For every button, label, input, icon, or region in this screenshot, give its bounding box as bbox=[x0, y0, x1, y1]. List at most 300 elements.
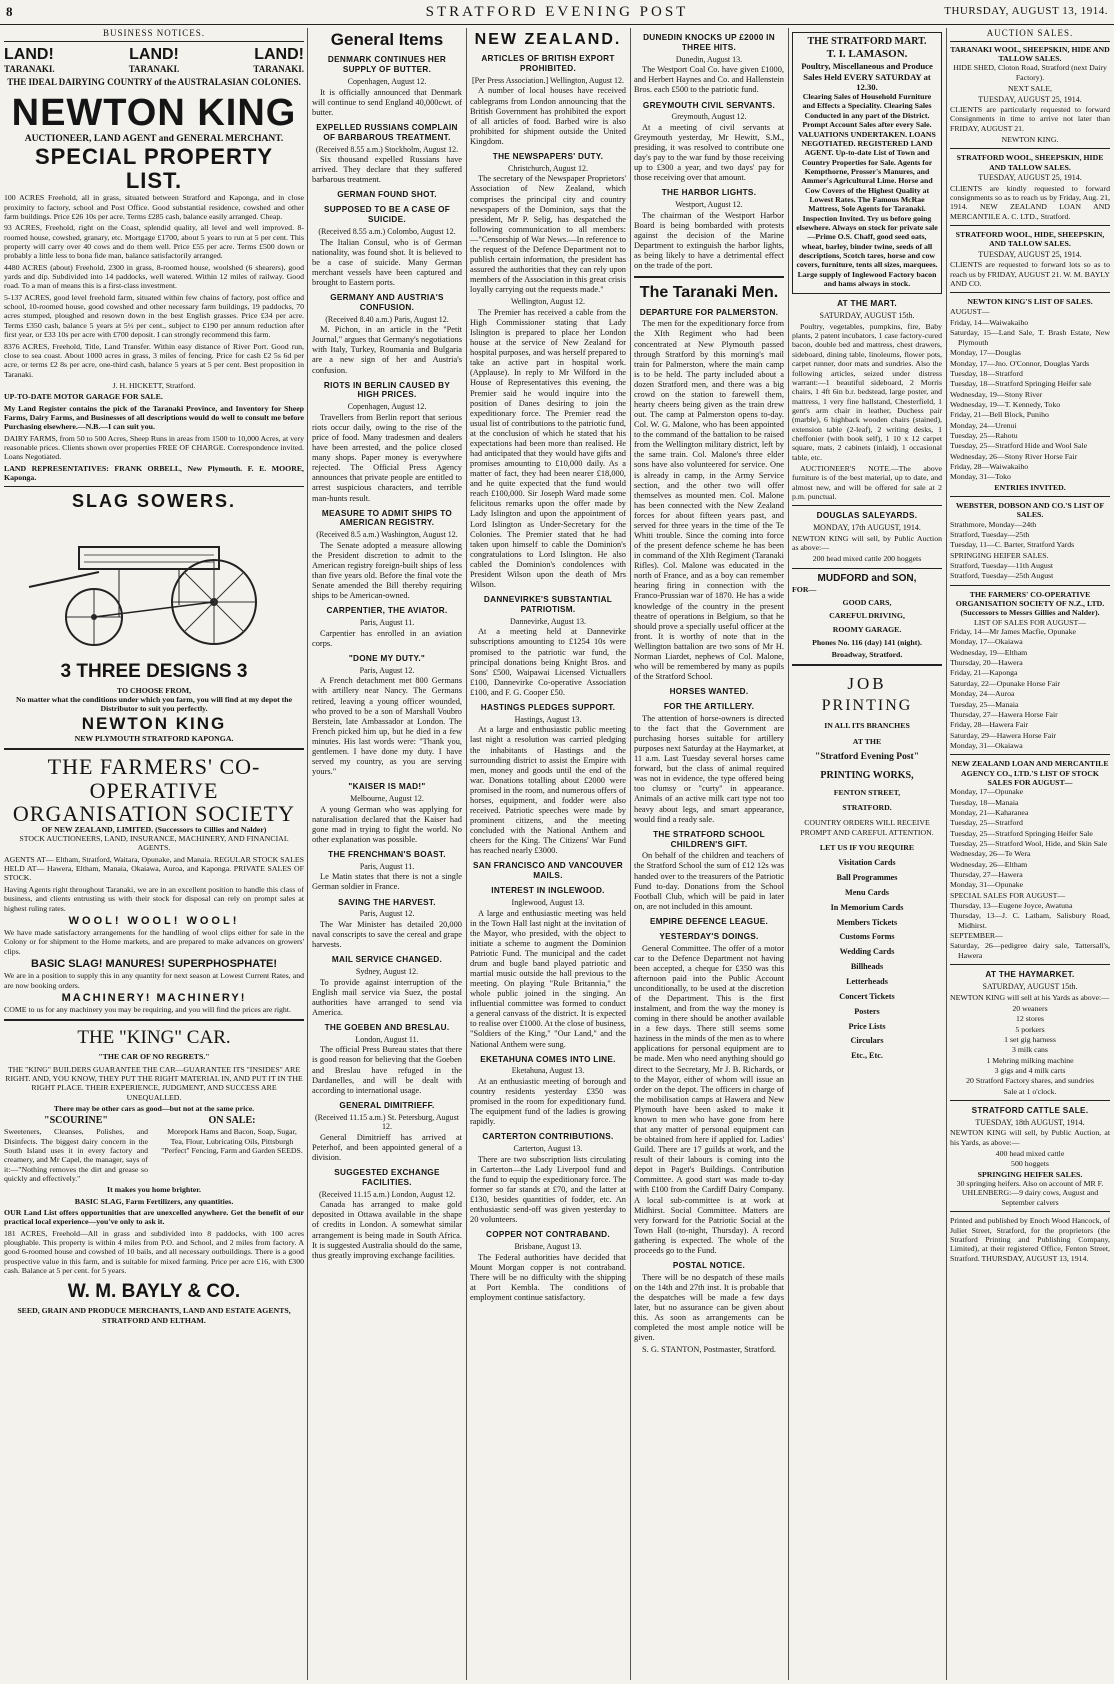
clients-notice: CLIENTS are requested to forward lots so as to reach us by FRIDAY, AUGUST 21. W. M. BAYLY AND CO. bbox=[950, 260, 1110, 289]
taranaki-men-title: The Taranaki Men. bbox=[639, 284, 779, 302]
mudford-item: CAREFUL DRIVING, bbox=[829, 611, 905, 621]
sale-entry: Friday, 14—Mr James Macfie, Opunake bbox=[950, 627, 1076, 637]
article-headline: MEASURE TO ADMIT SHIPS TO AMERICAN REGISTRY. bbox=[321, 508, 453, 528]
sale-entry: Saturday, 22—Opunake Horse Fair bbox=[950, 678, 1060, 688]
news-column bbox=[634, 28, 784, 1680]
sale-entry: Wednesday, 19—T. Kennedy, Toko bbox=[950, 399, 1061, 409]
new-zealand-column bbox=[470, 28, 626, 1680]
sale-item: 1 Mehring milking machine bbox=[986, 1055, 1074, 1065]
article-headline: GREYMOUTH CIVIL SERVANTS. bbox=[642, 100, 776, 110]
sale-entry: Stratford, Tuesday—11th August bbox=[950, 561, 1054, 571]
sale-entry: Tuesday, 25—Stratford Wool, Hide, and Skin Sale bbox=[950, 838, 1108, 848]
article-headline: SUGGESTED EXCHANGE FACILITIES. bbox=[334, 1168, 440, 1187]
printing-list-item: Customs Forms bbox=[839, 932, 895, 942]
fco-text: Having Agents right throughout Taranaki, we are in an excellent position to handle this class of business, and clients entrusting us with their stock for disposal can rely on prompt sales at highest ruling rates. bbox=[4, 884, 304, 913]
sale-entry: Friday, 14—Waiwakaiho bbox=[950, 318, 1029, 328]
article-dateline: Wellington, August 12. bbox=[510, 297, 586, 307]
column-rule bbox=[630, 28, 631, 1680]
general-items-title: General Items bbox=[330, 30, 444, 49]
sale-entry: Tuesday, 18—Stratford bbox=[950, 368, 1023, 378]
paper-title: STRATFORD EVENING POST bbox=[425, 4, 689, 20]
article-headline: RIOTS IN BERLIN CAUSED BY HIGH PRICES. bbox=[323, 380, 451, 400]
column-rule bbox=[307, 28, 308, 1680]
printing-list-item: Menu Cards bbox=[845, 887, 889, 897]
article-headline: THE GOEBEN AND BRESLAU. bbox=[324, 1022, 450, 1032]
article-headline: THE STRATFORD SCHOOL CHILDREN'S GIFT. bbox=[653, 829, 765, 849]
article-headline: MAIL SERVICE CHANGED. bbox=[331, 955, 443, 965]
sale-entry: Monday, 17—Okaiawa bbox=[950, 637, 1023, 647]
wool-text: We have made satisfactory arrangements for the handling of wool clips either for sale in the Colony or for shipment to the Home markets, and are prepared to make advances on growers' clips. bbox=[4, 928, 304, 956]
article-body: There are two subscription lists circulating in Carterton—the Lady Liverpool fund and the fund to equip the expeditionary force. The former so far stands at £70, and the latter at £130, besides quantities of fodder, etc. An enthusiastic send-off was given yesterday to 20 volunteers. bbox=[470, 1154, 626, 1225]
article-body: At a meeting of civil servants at Greymouth yesterday, Mr Hewitt, S.M., presiding, it was resolved to contribute one day's pay to the war fund by those receiving up to £300 a year, and two days' pay for those receiving over that amount. bbox=[634, 122, 784, 183]
sales-list bbox=[950, 787, 1110, 960]
article-headline: SUPPOSED TO BE A CASE OF SUICIDE. bbox=[323, 205, 451, 225]
article-body: The attention of horse-owners is directed to the fact that the Government are purchasing horses suitable for artillery purposes next Saturday at the Haymarket, at 11 a.m. Last Tuesday several horses came forward, but the class of animal required was not in evidence, the type offered being too clumsy or "curty" in appearance. Animals of an active milk cart type not too heavy about legs, and smart appearance, would find a ready sale. bbox=[634, 713, 784, 824]
article-dateline: Dunedin, August 13. bbox=[675, 54, 743, 64]
sale-entry: Strathmore, Monday—24th bbox=[950, 519, 1037, 529]
article-body: The Italian Consul, who is of German nationality, was found shot. It is believed to be a case of suicide. Many German merchant vessels have been captured and brought to Eastern ports. bbox=[312, 237, 462, 287]
stock-auctioneers: STOCK AUCTIONEERS, LAND, INSURANCE, MACHINERY, AND FINANCIAL AGENTS. bbox=[19, 834, 289, 853]
sale-entry: Friday, 28—Hawera Fair bbox=[950, 720, 1029, 730]
nzlm-head: NEW ZEALAND LOAN AND MERCANTILE AGENCY CO., LTD.'S LIST OF STOCK SALES FOR AUGUST— bbox=[951, 759, 1109, 787]
divider bbox=[950, 585, 1110, 586]
divider bbox=[950, 754, 1110, 755]
sale-entry: Friday, 28—Waiwakaiho bbox=[950, 461, 1029, 471]
article-dateline: (Received 8.5 a.m.) Washington, August 12. bbox=[316, 530, 458, 540]
divider bbox=[950, 964, 1110, 965]
sale-entry: Thursday, 13—Eugene Joyce, Awatuna bbox=[950, 901, 1073, 911]
property-item: 5-137 ACRES, good level freehold farm, situated within few chains of factory, post office and school, 10-roomed house, good cowshed and other necessary farm buildings, 19 paddocks, 70 acres stumped, ploughed and resown down in the best English grasses. Price £34 per acre. Terms £350 cash, balance 5 years at 5½ per cent., subject to £190 per annum reduction after first year, or £33 10s per acre with £700 deposit. I can strongly recommend this farm. bbox=[4, 292, 304, 340]
printing-list-item: Posters bbox=[854, 1006, 880, 1016]
property-item: 8376 ACRES, Freehold, Title, Land Transfer. Within easy distance of River Port. Good run, close to sea coast. About 1000 acres in grass, 3 miles of fencing. Price for cash £2 5s 6d per acre, or terms £2 8s per acre, one-third cash, balance 5 years at 5 per cent. Best proposition in Taranaki. bbox=[4, 341, 304, 379]
signature: J. H. HICKETT, Stratford. bbox=[112, 380, 196, 390]
sale-entry: Monday, 24—Auroa bbox=[950, 689, 1015, 699]
douglas-items: 200 head mixed cattle 200 hoggets bbox=[812, 554, 922, 564]
next-sale: NEXT SALE, bbox=[1007, 84, 1053, 94]
article-dateline: Copenhagen, August 12. bbox=[347, 402, 427, 412]
fco-agents: AGENTS AT— Eltham, Stratford, Waitara, Opunake, and Manaia. REGULAR STOCK SALES HELD AT— Hawera, Eltham, Manaia, Okaiawa, Auroa, and Kaponga. PRIVATE SALES OF STOCK. bbox=[4, 854, 304, 883]
sale-date: SATURDAY, AUGUST 15th. bbox=[982, 981, 1078, 991]
entries-invited: ENTRIES INVITED. bbox=[994, 482, 1066, 492]
sale-entry: Tuesday, 18—Manaia bbox=[950, 797, 1019, 807]
farmers-coop-title: THE FARMERS' CO-OPERATIVE ORGANISATION SOCIETY bbox=[12, 754, 296, 826]
sale-entry: SPRINGING HEIFER SALES. bbox=[950, 550, 1049, 560]
sale-item: 20 weaners bbox=[1012, 1003, 1048, 1013]
article-headline: YESTERDAY'S DOINGS. bbox=[659, 931, 759, 941]
article-dateline: Hastings, August 13. bbox=[514, 714, 582, 724]
section-header: AUCTION SALES. bbox=[950, 28, 1110, 42]
fenton-street: FENTON STREET, bbox=[833, 787, 901, 797]
article-dateline: Sydney, August 12. bbox=[355, 967, 419, 977]
our-land-list: OUR Land List offers opportunities that are unexcelled anywhere. Get the benefit of our practical local experience—you've only to ask it. bbox=[4, 1208, 304, 1227]
all-branches: IN ALL ITS BRANCHES bbox=[824, 721, 910, 731]
douglas-date: MONDAY, 17th AUGUST, 1914. bbox=[813, 523, 921, 533]
column-rule bbox=[946, 28, 947, 1680]
basic-slag-ferts: BASIC SLAG, Farm Fertilizers, any quantities. bbox=[74, 1196, 234, 1206]
article-headline: POSTAL NOTICE. bbox=[672, 1260, 746, 1270]
sale-entry: Monday, 17—Jno. O'Connor, Douglas Yards bbox=[950, 358, 1090, 368]
mudford-item: ROOMY GARAGE. bbox=[832, 624, 902, 634]
sale-entry: SEPTEMBER— bbox=[950, 931, 1003, 941]
article-dateline: Copenhagen, August 12. bbox=[347, 77, 427, 87]
printing-list-item: Letterheads bbox=[846, 976, 888, 986]
newton-king-logo: NEWTON KING bbox=[81, 713, 227, 733]
heifer-text: 30 springing heifers. Also on account of MR F. UHLENBERG:—9 dairy cows, August and September calvers bbox=[956, 1179, 1104, 1207]
section-header: BUSINESS NOTICES. bbox=[4, 28, 304, 42]
wool-sale-1: TARANAKI WOOL, SHEEPSKIN, HIDE AND TALLOW SALES. bbox=[950, 44, 1110, 64]
article-headline: SAVING THE HARVEST. bbox=[338, 897, 436, 907]
article-body: At a large and enthusiastic public meeting last night a resolution was carried pledging the inhabitants of Hastings and the surrounding district to assist the Empire with men, money and goods until the end of the war. Donations totalling about £2000 were promised in the room, and numerous offers of horses, equipment, and fodder were also received. Patriotic speeches were made by prominent citizens, and the meeting concluded with the National Anthem and cheers for the King. The Citizens' War Fund has reached nearly £3000. bbox=[470, 725, 626, 856]
article-headline: THE HARBOR LIGHTS. bbox=[661, 188, 757, 198]
wool-sale-2: STRATFORD WOOL, SHEEPSKIN, HIDE AND TALLOW SALES. bbox=[956, 153, 1104, 172]
job-title: JOB bbox=[847, 673, 887, 693]
article-dateline: (Received 11.15 a.m.) London, August 12. bbox=[318, 1189, 456, 1199]
article-dateline: [Per Press Association.] Wellington, August 12. bbox=[471, 75, 625, 85]
article-body: A large and enthusiastic meeting was held in the Town Hall last night at the invitation of the Mayor, who presided, with the object to initiate a scheme to augment the Dominion Patriotic Fund. The municipal and the cadet drum and bugle band played patriotic and martial music outside the hall previous to the meeting. On playing "Rule Britannia," the whole public joined in the singing. An influential committee was formed to conduct a general canvass of the district. It is expected to realise over £1000. At the close of business, "Soldiers of the King," "Our Land," and the National Anthem were sung. bbox=[470, 908, 626, 1049]
article-body: To provide against interruption of the English mail service via Suez, the postal authorities have arranged to send via America. bbox=[312, 977, 462, 1017]
sale-entry: Tuesday, 11—C. Barter, Stratford Yards bbox=[950, 540, 1075, 550]
mart-sub: Poultry, Miscellaneous and Produce Sales Held EVERY SATURDAY at 12.30. bbox=[801, 61, 933, 92]
taranaki-word: TARANAKI. bbox=[4, 63, 55, 74]
article-body: The War Minister has detailed 20,000 naval conscripts to save the cereal and grape harvests. bbox=[312, 919, 462, 950]
article-headline: INTEREST IN INGLEWOOD. bbox=[491, 886, 605, 896]
printing-list-item: Price Lists bbox=[848, 1021, 886, 1031]
article-dateline: Paris, August 11. bbox=[359, 861, 415, 871]
business-notices-column bbox=[4, 28, 304, 1680]
choose-text: No matter what the conditions under which you farm, you will find at my depot the Distributor to suit you perfectly. bbox=[15, 695, 293, 714]
article-headline: THE FRENCHMAN'S BOAST. bbox=[328, 849, 446, 859]
divider bbox=[950, 225, 1110, 226]
printing-list-item: Circulars bbox=[850, 1036, 884, 1046]
article-dateline: Paris, August 12. bbox=[359, 909, 415, 919]
article-dateline: Dannevirke, August 13. bbox=[510, 616, 586, 626]
wool-heading: WOOL! WOOL! WOOL! bbox=[68, 914, 240, 927]
divider bbox=[792, 505, 942, 506]
bayly-sub: SEED, GRAIN AND PRODUCE MERCHANTS, LAND AND ESTATE AGENTS, STRATFORD AND ELTHAM. bbox=[17, 1306, 291, 1325]
article-dateline: (Received 11.15 a.m.) St. Petersburg, August 12. bbox=[315, 1112, 459, 1132]
sale-date: TUESDAY, 18th AUGUST, 1914. bbox=[975, 1117, 1085, 1127]
king-car-title: THE "KING" CAR. bbox=[77, 1027, 231, 1049]
land-register: My Land Register contains the pick of the Taranaki Province, and Inventory for Sheep Farms, Dairy Farms, and Businesses of all descriptions would do well to consult me before Purchasing elsewhere.—N.B.—I can suit you. bbox=[4, 403, 304, 432]
mart-sale-items: Poultry, vegetables, pumpkins, fire, Baby plants, 2 patent incubators, 1 case factory-cured bacon, double bed and mattress, chest drawers, sideboard, dining table, linoleums, flower pots, carpet runner, door mats and sundries. Also the following articles, seized under distress warrant:—1 beautiful sideboard, 2 Morris chairs, 1 4ft 6in b.r. bedstead, large poster, and mattress, 1 very fine hallstand, Chesterfield, 1 gent's arm chair in leather, Duchess pair (marble), 6 highback wooden chairs (stained), extension table (2-leaf), 2 writing desks, 1 cheffonier (with book self), 1 10 x 12 carpet square, mats, 2 cabinets (inlaid), 1 occasional table, etc. bbox=[792, 321, 942, 462]
taranaki-word: TARANAKI. bbox=[253, 63, 304, 74]
king-car-text: THE "KING" BUILDERS GUARANTEE THE CAR—GUARANTEE ITS "INSIDES" ARE RIGHT. AND, YOU KNOW, THEY PUT THE RIGHT MATERIAL IN, AND PUT IT IN THE RIGHT PLACE. THEIR EXPERIENCE, JUDGMENT, AND SUCCESS ARE UNEQUALLED. bbox=[5, 1064, 303, 1102]
sale-item: 1 set gig harness bbox=[1004, 1034, 1056, 1044]
property-item: 4480 ACRES (about) Freehold, 2300 in grass, 8-roomed house, woolshed (6 shearers), good yards and dip. Subdivided into 14 paddocks, well watered. Within 12 miles of railway. Good road. To a man of means this is a first-class investment. bbox=[4, 262, 304, 291]
farmers-head: THE FARMERS' CO-OPERATIVE ORGANISATION SOCIETY OF N.Z., LTD. (Successors to Messrs Gillies and Nalder). bbox=[955, 589, 1105, 618]
douglas-saleyards: DOUGLAS SALEYARDS. bbox=[816, 511, 918, 521]
sale-entry: Saturday, 29—Hawera Horse Fair bbox=[950, 730, 1057, 740]
mart-ad bbox=[792, 32, 942, 294]
sale-entry: Thursday, 27—Hawera bbox=[950, 870, 1023, 880]
country-orders: COUNTRY ORDERS WILL RECEIVE PROMPT AND CAREFUL ATTENTION. bbox=[800, 818, 934, 837]
nk-douglas: NEWTON KING will sell, by Public Auction as above:— bbox=[792, 533, 942, 553]
article-list bbox=[312, 55, 462, 1260]
article-headline: CARTERTON CONTRIBUTIONS. bbox=[482, 1132, 614, 1142]
at-the: AT THE bbox=[852, 736, 882, 746]
heifer-heading: SPRINGING HEIFER SALES. bbox=[977, 1169, 1083, 1179]
sale-entry: Tuesday, 18—Stratford Springing Heifer sale bbox=[950, 379, 1092, 389]
divider bbox=[792, 664, 942, 666]
article-dateline: Melbourne, August 12. bbox=[350, 794, 424, 803]
sale-entry: Wednesday, 19—Stony River bbox=[950, 389, 1043, 399]
sale-entry: Wednesday, 26—Stony River Horse Fair bbox=[950, 451, 1078, 461]
slag-sower-illustration bbox=[19, 517, 289, 657]
if-you-require: LET US IF YOU REQUIRE bbox=[819, 842, 915, 852]
sale-entry: Monday, 17—Douglas bbox=[950, 348, 1021, 358]
article-body: A number of local houses have received cablegrams from London announcing that the British Government has prohibited the export of all articles of food. Barbed wire is also prohibited for shipment outside the United Kingdom. bbox=[470, 86, 626, 146]
printing-works: PRINTING WORKS, bbox=[820, 769, 914, 781]
sale-entry: Saturday, 26—pedigree dairy sale, Tattersall's, Hawera bbox=[950, 941, 1110, 960]
sale-date: SATURDAY, AUGUST 15th. bbox=[819, 311, 915, 321]
sale-item: 3 gigs and 4 milk carts bbox=[994, 1065, 1066, 1075]
printing-list-item: Concert Tickets bbox=[839, 991, 895, 1001]
sale-entry: Monday, 24—Urenui bbox=[950, 420, 1017, 430]
scourine-title: "SCOURINE" bbox=[44, 1115, 108, 1127]
article-headline: HASTINGS PLEDGES SUPPORT. bbox=[480, 702, 616, 712]
clients-notice: CLIENTS are particularly requested to forward Consignments in time to arrive not later than FRIDAY, AUGUST 21. bbox=[950, 105, 1110, 133]
wool-sale-3: STRATFORD WOOL, HIDE, SHEEPSKIN, AND TALLOW SALES. bbox=[955, 230, 1105, 249]
on-sale-block bbox=[160, 1115, 304, 1185]
divider bbox=[950, 1211, 1110, 1212]
taranaki-word: TARANAKI. bbox=[128, 63, 180, 74]
three-designs: 3 THREE DESIGNS 3 bbox=[60, 660, 248, 682]
mart-column bbox=[792, 28, 942, 1680]
article-body: There will be no despatch of these mails on the 14th and 27th inst. It is probable that the despatches will be made a few days later, but no assurance can be given about this. As soon as arrangements can be completed the most ample notice will be given. bbox=[634, 1272, 784, 1343]
sale-entry: Monday, 31—Toko bbox=[950, 472, 1011, 482]
article-dateline: Paris, August 12. bbox=[359, 665, 415, 675]
divider bbox=[4, 486, 304, 487]
article-body: General Dimitrieff has arrived at Peterhof, and been appointed general of a division. bbox=[312, 1132, 462, 1162]
ideal-dairying: THE IDEAL DAIRYING COUNTRY of the AUSTRALASIAN COLONIES. bbox=[7, 76, 301, 87]
printing-list-item: Ball Programmes bbox=[836, 873, 898, 883]
newton-king-places: NEW PLYMOUTH STRATFORD KAPONGA. bbox=[74, 734, 234, 744]
basic-slag-text: We are in a position to supply this in any quantity for next season at Lowest Current Rates, and are now booking orders. bbox=[4, 971, 304, 990]
column-rule bbox=[466, 28, 467, 1680]
land-headline bbox=[4, 45, 304, 64]
taranaki-text: The men for the expeditionary force from the XIth Regiment who had been concentrated at New Plymouth passed through Stratford by this morning's mail train for Palmerston, where the main camp is to be held. The party included about a dozen Stratford men, and there was a big crowd on the station to farewell them, hearty cheers being given as the train drew out. The camp at Palmerston opens to-day. Col. W. G. Malone, who has been appointed to the command of the battalion to be raised from the Wellington military district, left by the same train. Col. Malone's three elder sons have also volunteered for service. One is already in camp, in the Army Service section, and the other two will offer themselves as mounted men. Col. Malone has been connected with the New Zealand forces for about fifteen years past, and served for three years in the time of the Te Whiti trouble. Since the coming into force of the present defence scheme he has been in command of the XIth Regiment (Taranaki Rifles). Col. Malone was educated in the north of France, and as a boy can remember hearing firing in connection with the Franco-Prussian war of 1870. He has a wide knowledge of the country in the present theatre of operations in Belgium, so that he should prove a specially useful officer at the front. It is worthy of note that in the Wellington battalion are two sons of Mr H. Norman Liardet, nephews of Col. Malone, who will be remembered by many as pupils of the Stratford School. bbox=[634, 319, 784, 682]
article-headline: EMPIRE DEFENCE LEAGUE. bbox=[649, 916, 769, 926]
sale-date: TUESDAY, AUGUST 25, 1914. bbox=[978, 94, 1082, 104]
article-body: At an enthusiastic meeting of borough and country residents yesterday £350 was promised in the room for expeditionary fund. The equipment fund of the ladies is growing rapidly. bbox=[470, 1077, 626, 1127]
acres-181: 181 ACRES, Freehold—All in grass and subdivided into 8 paddocks, with 100 acres ploughable. This property is within 4 miles from P.O. and School, and 2 miles from factory. A good 6-roomed house and cowshed of 10 bails, and all necessary outbuildings. There is a good prospective value in this farm, and is suitable for mixed farming. Price per acre £16, with £300 cash. Balance at 5 per cent. for 5 years. bbox=[4, 1228, 304, 1276]
mart-heading: THE STRATFORD MART. bbox=[807, 36, 927, 47]
article-dateline: Paris, August 11. bbox=[359, 618, 415, 628]
postal-signature: S. G. STANTON, Postmaster, Stratford. bbox=[642, 1345, 776, 1355]
sale-date: TUESDAY, AUGUST 25, 1914. bbox=[978, 249, 1082, 259]
land-word: LAND! bbox=[4, 45, 54, 63]
scourine-text: Sweeteners, Cleanses, Polishes, and Disinfects. The biggest dairy concern in the South Island uses it in every factory and creamery, and Mr Capel, the manager, says of it:—"Nothing removes the dirt and grease so quickly and effectively." bbox=[4, 1127, 148, 1184]
article-headline: DANNEVIRKE'S SUBSTANTIAL PATRIOTISM. bbox=[483, 595, 613, 614]
sale-item: 500 hoggets bbox=[1011, 1159, 1049, 1169]
at-the-mart: AT THE MART. bbox=[837, 299, 897, 309]
scourine-row bbox=[4, 1115, 304, 1185]
sale-item: 5 porkers bbox=[1015, 1024, 1045, 1034]
sales-list bbox=[950, 318, 1110, 482]
taranaki-row bbox=[4, 64, 304, 75]
sale-entry: Friday, 21—Kaponga bbox=[950, 668, 1018, 678]
article-body: The Premier has received a cable from the High Commissioner stating that Lady Islington is prepared to place her London house at the service of New Zealand for hospital purposes, and was herself prepared to take an active part in hospital work. (Applause). In reply to Mr Wilford in the House of Representatives this evening, the Premier said he would inquire into the position of Danes desiring to join the expeditionary force. The Premier read the usual list of contributions to the patriotic fund, at the conclusion of which he stated that his expectations had been more than realised. He had anticipated that they would have gifts and promises amounting to £10,000 daily. As a matter of fact, they had been nearer £18,000, and he quite expected that the fund would reach £100,000. Sir Joseph Ward made some felicitous remarks upon the offer made by Lady Islington and upon the appointment of Lord Islington as Under-Secretary for the Colonies. The Premier stated that he had taken upon himself to cable the Dominion's congratulations to Lord Islington. He also cabled the Dominion's condolences with President Wilson upon the death of Mrs Wilson. bbox=[470, 307, 626, 590]
article-body: The Westport Coal Co. have given £1000, and Herbert Haynes and Co. and Hallenstein Bros. each £500 to the patriotic fund. bbox=[634, 65, 784, 95]
no-other-cars: There may be other cars as good—but not at the same price. bbox=[53, 1103, 255, 1113]
sale-entry: Thursday, 20—Hawera bbox=[950, 658, 1023, 668]
auctioneer-line: AUCTIONEER, LAND AGENT and GENERAL MERCHANT. bbox=[24, 133, 284, 144]
printing-list-item: Etc., Etc. bbox=[851, 1051, 883, 1061]
makes-home-brighter: It makes you home brighter. bbox=[107, 1185, 201, 1195]
imprint: Printed and published by Enoch Wood Hancock, of Juliet Street, Stratford, for the proprietors (the Stratford Printing and Publishing Company, Limited), at their registered Office, Fenton Street, Stratford. THURSDAY, AUGUST 13, 1914. bbox=[950, 1216, 1110, 1263]
article-body: A French detachment met 800 Germans with artillery near Nancy. The Germans retired, leaving a young officer wounded, who proved to be a son of Marshall Voubro Berstein, late Ambassador at London. The French picked him up, but he died in a few minutes. His last words were: "Thank you, gentlemen. I have done my duty. I have served my country, as you are serving yours." bbox=[312, 676, 462, 777]
nk-cattle: NEWTON KING will sell, by Public Auction, at his Yards, as above:— bbox=[950, 1128, 1110, 1147]
sale-entry: Tuesday, 25—Stratford Hide and Wool Sale bbox=[950, 441, 1088, 451]
article-dateline: Westport, August 12. bbox=[675, 200, 743, 210]
hide-shed: HIDE SHED, Cloton Road, Stratford (next Dairy Factory). bbox=[953, 63, 1107, 82]
article-dateline: Brisbane, August 13. bbox=[514, 1242, 582, 1252]
article-headline: SAN FRANCISCO AND VANCOUVER MAILS. bbox=[472, 861, 624, 881]
article-headline: FOR THE ARTILLERY. bbox=[663, 702, 755, 712]
cattle-sale-heading: STRATFORD CATTLE SALE. bbox=[971, 1105, 1089, 1115]
items-list bbox=[950, 1149, 1110, 1169]
article-body: The chairman of the Westport Harbor Board is being bombarded with protests against the decision of the Marine Department to extinguish the harbor lights, as being likely to have a detrimental effect on the trade of the port. bbox=[634, 210, 784, 271]
article-body: The Federal authorities have decided that Mount Morgan copper is not contraband. There will be no difficulty with the shipping at Port Kembla. The conditions of employment continue satisfactory. bbox=[470, 1252, 626, 1303]
divider bbox=[950, 496, 1110, 497]
items-list bbox=[950, 1004, 1110, 1086]
sale-date: TUESDAY, AUGUST 25, 1914. bbox=[978, 173, 1082, 183]
divider bbox=[950, 1100, 1110, 1101]
special-property-list: SPECIAL PROPERTY LIST. bbox=[34, 143, 274, 194]
nk-haymarket: NEWTON KING will sell at his Yards as above:— bbox=[950, 992, 1110, 1002]
sale-entry: Stratford, Tuesday—25th August bbox=[950, 571, 1054, 581]
article-dateline: London, August 11. bbox=[355, 1034, 419, 1044]
article-body: Six thousand expelled Russians have arrived. They declare that they suffered barbarous treatment. bbox=[312, 155, 462, 185]
article-headline: EXPELLED RUSSIANS COMPLAIN OF BARBAROUS TREATMENT. bbox=[316, 122, 458, 142]
no-regrets: "THE CAR OF NO REGRETS." bbox=[98, 1052, 210, 1062]
article-body: General Committee. The offer of a motor car to the Defence Department not having been accepted, a cheque for £350 was this afternoon paid into the Public Account unconditionally, to be used at the discretion of the Department. This is the first instalment, and from the way the money is coming in there should be another available in a few days. There still seems some haziness in the minds of the men as to where applications for personal equipment are to be made. Men who need anything should go direct to the Secretary, Mr J. B. Richards, or to the Mayor, either of whom will issue an order on the depot. The officers in charge of the mobilisation camps at Hawera and New Plymouth have been asked to make it known to men who have gone from here that any matter of personal equipment can be obtained from here if applied for. Ladies' Guild. There are 17 guilds at work, and the result of their labours is coming into the depot in Paget's Buildings. Contribution Committee. A good start was made to-day with £100 from the Cardiff Dairy Company. A local sub-committee is at work at Midhirst. Social Committee. Matters are very forward for the Patriotic Social at the Town Hall (to-night, Thursday). A record gathering is expected. The whole of the proceeds go to the Fund. bbox=[634, 943, 784, 1255]
article-headline: GENERAL DIMITRIEFF. bbox=[339, 1100, 435, 1110]
scourine-block bbox=[4, 1115, 148, 1185]
haymarket-heading: AT THE HAYMARKET. bbox=[985, 970, 1075, 980]
bayly-title: W. M. BAYLY & CO. bbox=[67, 1281, 241, 1303]
article-body: Carpentier has enrolled in an aviation corps. bbox=[312, 628, 462, 648]
land-word: LAND! bbox=[254, 45, 304, 63]
divider bbox=[4, 1019, 304, 1021]
choose-from: TO CHOOSE FROM, bbox=[116, 685, 192, 695]
mudford-for: FOR— bbox=[792, 584, 817, 594]
property-item: 93 ACRES, Freehold, right on the Coast, splendid quality, all level and well improved. 8-roomed house, cowshed, granary, etc. Mortgage £1700, about 5 years to run at 5 per cent. This property will carry over 40 cows and do them well. Price £55 per acre. Terms £500 down or probably a little less to bona fide man, balance satisfactorily arranged. bbox=[4, 223, 304, 261]
printing-list-item: Wedding Cards bbox=[839, 947, 895, 957]
article-headline: DENMARK CONTINUES HER SUPPLY OF BUTTER. bbox=[327, 55, 447, 75]
divider bbox=[792, 568, 942, 569]
machinery-text: COME to us for any machinery you may be requiring, and you will find the prices are right. bbox=[4, 1005, 291, 1015]
sale-entry: Monday, 21—Kaharanea bbox=[950, 807, 1029, 817]
auction-sales-column bbox=[950, 28, 1110, 1680]
divider bbox=[4, 748, 304, 750]
land-representatives: LAND REPRESENTATIVES: FRANK ORBELL, New Plymouth. F. E. MOORE, Kaponga. bbox=[4, 463, 304, 482]
article-list bbox=[634, 687, 784, 1343]
printing-list-item: Visitation Cards bbox=[838, 858, 896, 868]
article-headline: CARPENTIER, THE AVIATOR. bbox=[326, 606, 448, 616]
sale-entry: Tuesday, 25—Stratford Springing Heifer Sale bbox=[950, 828, 1093, 838]
new-zealand-title: NEW ZEALAND. bbox=[474, 31, 622, 48]
mudford-address: Broadway, Stratford. bbox=[831, 649, 903, 659]
article-list bbox=[470, 54, 626, 1303]
article-headline: "KAISER IS MAD!" bbox=[348, 782, 426, 792]
article-dateline: Christchurch, August 12. bbox=[508, 163, 588, 173]
column-rule bbox=[788, 28, 789, 1680]
article-headline: DUNEDIN KNOCKS UP £2000 IN THREE HITS. bbox=[643, 33, 775, 52]
printing-list bbox=[792, 858, 942, 1061]
stratford-word: STRATFORD. bbox=[842, 802, 892, 812]
article-dateline: (Received 8.55 a.m.) Colombo, August 12. bbox=[318, 226, 456, 236]
article-list bbox=[634, 33, 784, 271]
article-headline: COPPER NOT CONTRABAND. bbox=[486, 1230, 610, 1240]
article-headline: GERMAN FOUND SHOT. bbox=[337, 190, 437, 200]
article-body: Canada has arranged to make gold deposited in Ottawa available in the shape of credits in London. A somewhat similar arrangement is being made in South Africa. It is suggested Australia should do the same, thus greatly improving exchange facilities. bbox=[312, 1200, 462, 1260]
sale-entry: Thursday, 13—J. C. Latham, Salisbury Road, Midhirst. bbox=[950, 911, 1110, 930]
article-headline: HORSES WANTED. bbox=[669, 687, 749, 697]
sale-item: 20 Stratford Factory shares, and sundries bbox=[966, 1076, 1094, 1086]
sale-entry: Monday, 31—Opunake bbox=[950, 880, 1024, 890]
article-body: The Senate adopted a measure allowing the President discretion to admit to the American registry foreign-built ships of less than five years old. Before the final vote the Senate amended the Bill thereby requiring ships to be American-owned. bbox=[312, 540, 462, 601]
sale-entry: Tuesday, 25—Manaia bbox=[950, 699, 1019, 709]
mudford-item: GOOD CARS, bbox=[842, 598, 892, 608]
webster-head: WEBSTER, DOBSON AND CO.'S LIST OF SALES. bbox=[955, 500, 1105, 520]
printing-list-item: Billheads bbox=[850, 962, 884, 972]
article-dateline: Greymouth, August 12. bbox=[671, 112, 747, 122]
basic-slag-heading: BASIC SLAG! MANURES! SUPERPHOSPHATE! bbox=[30, 958, 278, 971]
auctioneer-note: AUCTIONEER'S NOTE.—The above furniture is of the best material, up to date, and almost new, and will be offered for sale at 2 p.m. punctual. bbox=[792, 463, 942, 501]
sale-entry: Wednesday, 26—Eltham bbox=[950, 859, 1028, 869]
sale-item: 3 milk cans bbox=[1012, 1045, 1048, 1055]
article-dateline: (Received 8.40 a.m.) Paris, August 12. bbox=[325, 314, 449, 324]
article-body: It is officially announced that Denmark will continue to send England 40,000cwt. of butter. bbox=[312, 87, 462, 117]
article-body: The secretary of the Newspaper Proprietors' Association of New Zealand, which comprises the principal city and country newspapers of the Dominion, says that the president, Mr P. Selig, has despatched the following communication to all members:—"Censorship of War News.—In reference to the request of the Defence Department not to publish certain information, the president has assured the authorities that they can rely upon members of the Association in this great crisis loyally carrying out the requests made." bbox=[470, 174, 626, 295]
article-headline: THE NEWSPAPERS' DUTY. bbox=[492, 151, 604, 161]
motor-garage: UP-TO-DATE MOTOR GARAGE FOR SALE. bbox=[4, 392, 163, 402]
mudford-phones: Phones No. 116 (day) 141 (night). bbox=[812, 638, 922, 648]
sale-entry: Tuesday, 25—Rahotu bbox=[950, 430, 1018, 440]
article-dateline: (Received 8.55 a.m.) Stockholm, August 12. bbox=[315, 144, 459, 154]
article-body: On behalf of the children and teachers of the Stratford School the sum of £12 12s was handed over to the treasurers of the Patriotic Fund to-day. Donations from the School Football Club, which will be paid in later on, are not included in this amount. bbox=[634, 851, 784, 911]
land-word: LAND! bbox=[129, 45, 179, 63]
sale-entry: Tuesday, 25—Stratford bbox=[950, 818, 1023, 828]
divider bbox=[950, 292, 1110, 293]
machinery-heading: MACHINERY! MACHINERY! bbox=[61, 991, 247, 1004]
divider bbox=[950, 148, 1110, 149]
masthead bbox=[0, 0, 1114, 25]
printing-list-item: In Memorium Cards bbox=[830, 902, 904, 912]
farmers-coop-sub: OF NEW ZEALAND, LIMITED. (Successors to Cillies and Nalder) bbox=[41, 824, 267, 834]
article-dateline: Eketahuna, August 13. bbox=[511, 1066, 585, 1076]
general-items-column bbox=[312, 28, 462, 1680]
sales-list bbox=[950, 627, 1110, 750]
article-body: Le Matin states that there is not a single German soldier in France. bbox=[312, 872, 462, 892]
nk-list-head: NEWTON KING'S LIST OF SALES. bbox=[967, 297, 1093, 307]
article-headline: GERMANY AND AUSTRIA'S CONFUSION. bbox=[330, 292, 444, 312]
article-body: M. Pichon, in an article in the "Petit Journal," argues that Germany's negotiations with Italy, Turkey, Roumania and Bulgaria are a new sign of her and Austria's confusion. bbox=[312, 325, 462, 375]
august-label: AUGUST— bbox=[950, 306, 990, 316]
sale-entry: Friday, 21—Bell Block, Puniho bbox=[950, 410, 1049, 420]
sale-entry: SPECIAL SALES FOR AUGUST— bbox=[950, 890, 1066, 900]
sale-entry: Wednesday, 19—Eltham bbox=[950, 647, 1028, 657]
sale-entry: Saturday, 15—Land Sale, T. Brash Estate, New Plymouth bbox=[950, 328, 1110, 347]
article-body: At a meeting held at Dannevirke subscriptions amounting to £1254 10s were promised to the patriotic war fund, the principal donations being Knight Bros. and Sons' £500, Waipawai Licensed Victuallers £100, Dannevirke Co-operative Association £100, and F. G. Cooper £50. bbox=[470, 627, 626, 697]
sale-item: 400 head mixed cattle bbox=[995, 1149, 1065, 1159]
lamason-name: T. I. LAMASON. bbox=[826, 48, 908, 60]
one-oclock: Sale at 1 o'clock. bbox=[1003, 1086, 1057, 1096]
article-body: Travellers from Berlin report that serious riots occur daily, owing to the rise of the price of food. Many tradesmen and dealers have been arrested, and the police closed many shops. Paper money is everywhere rejected. The Official Press Agency announces that private people are entitled to arrest suspicious characters, and terrible man-hunts result. bbox=[312, 412, 462, 503]
sale-entry: Wednesday, 26—Te Wera bbox=[950, 849, 1031, 859]
sale-item: 12 stores bbox=[1016, 1014, 1044, 1024]
